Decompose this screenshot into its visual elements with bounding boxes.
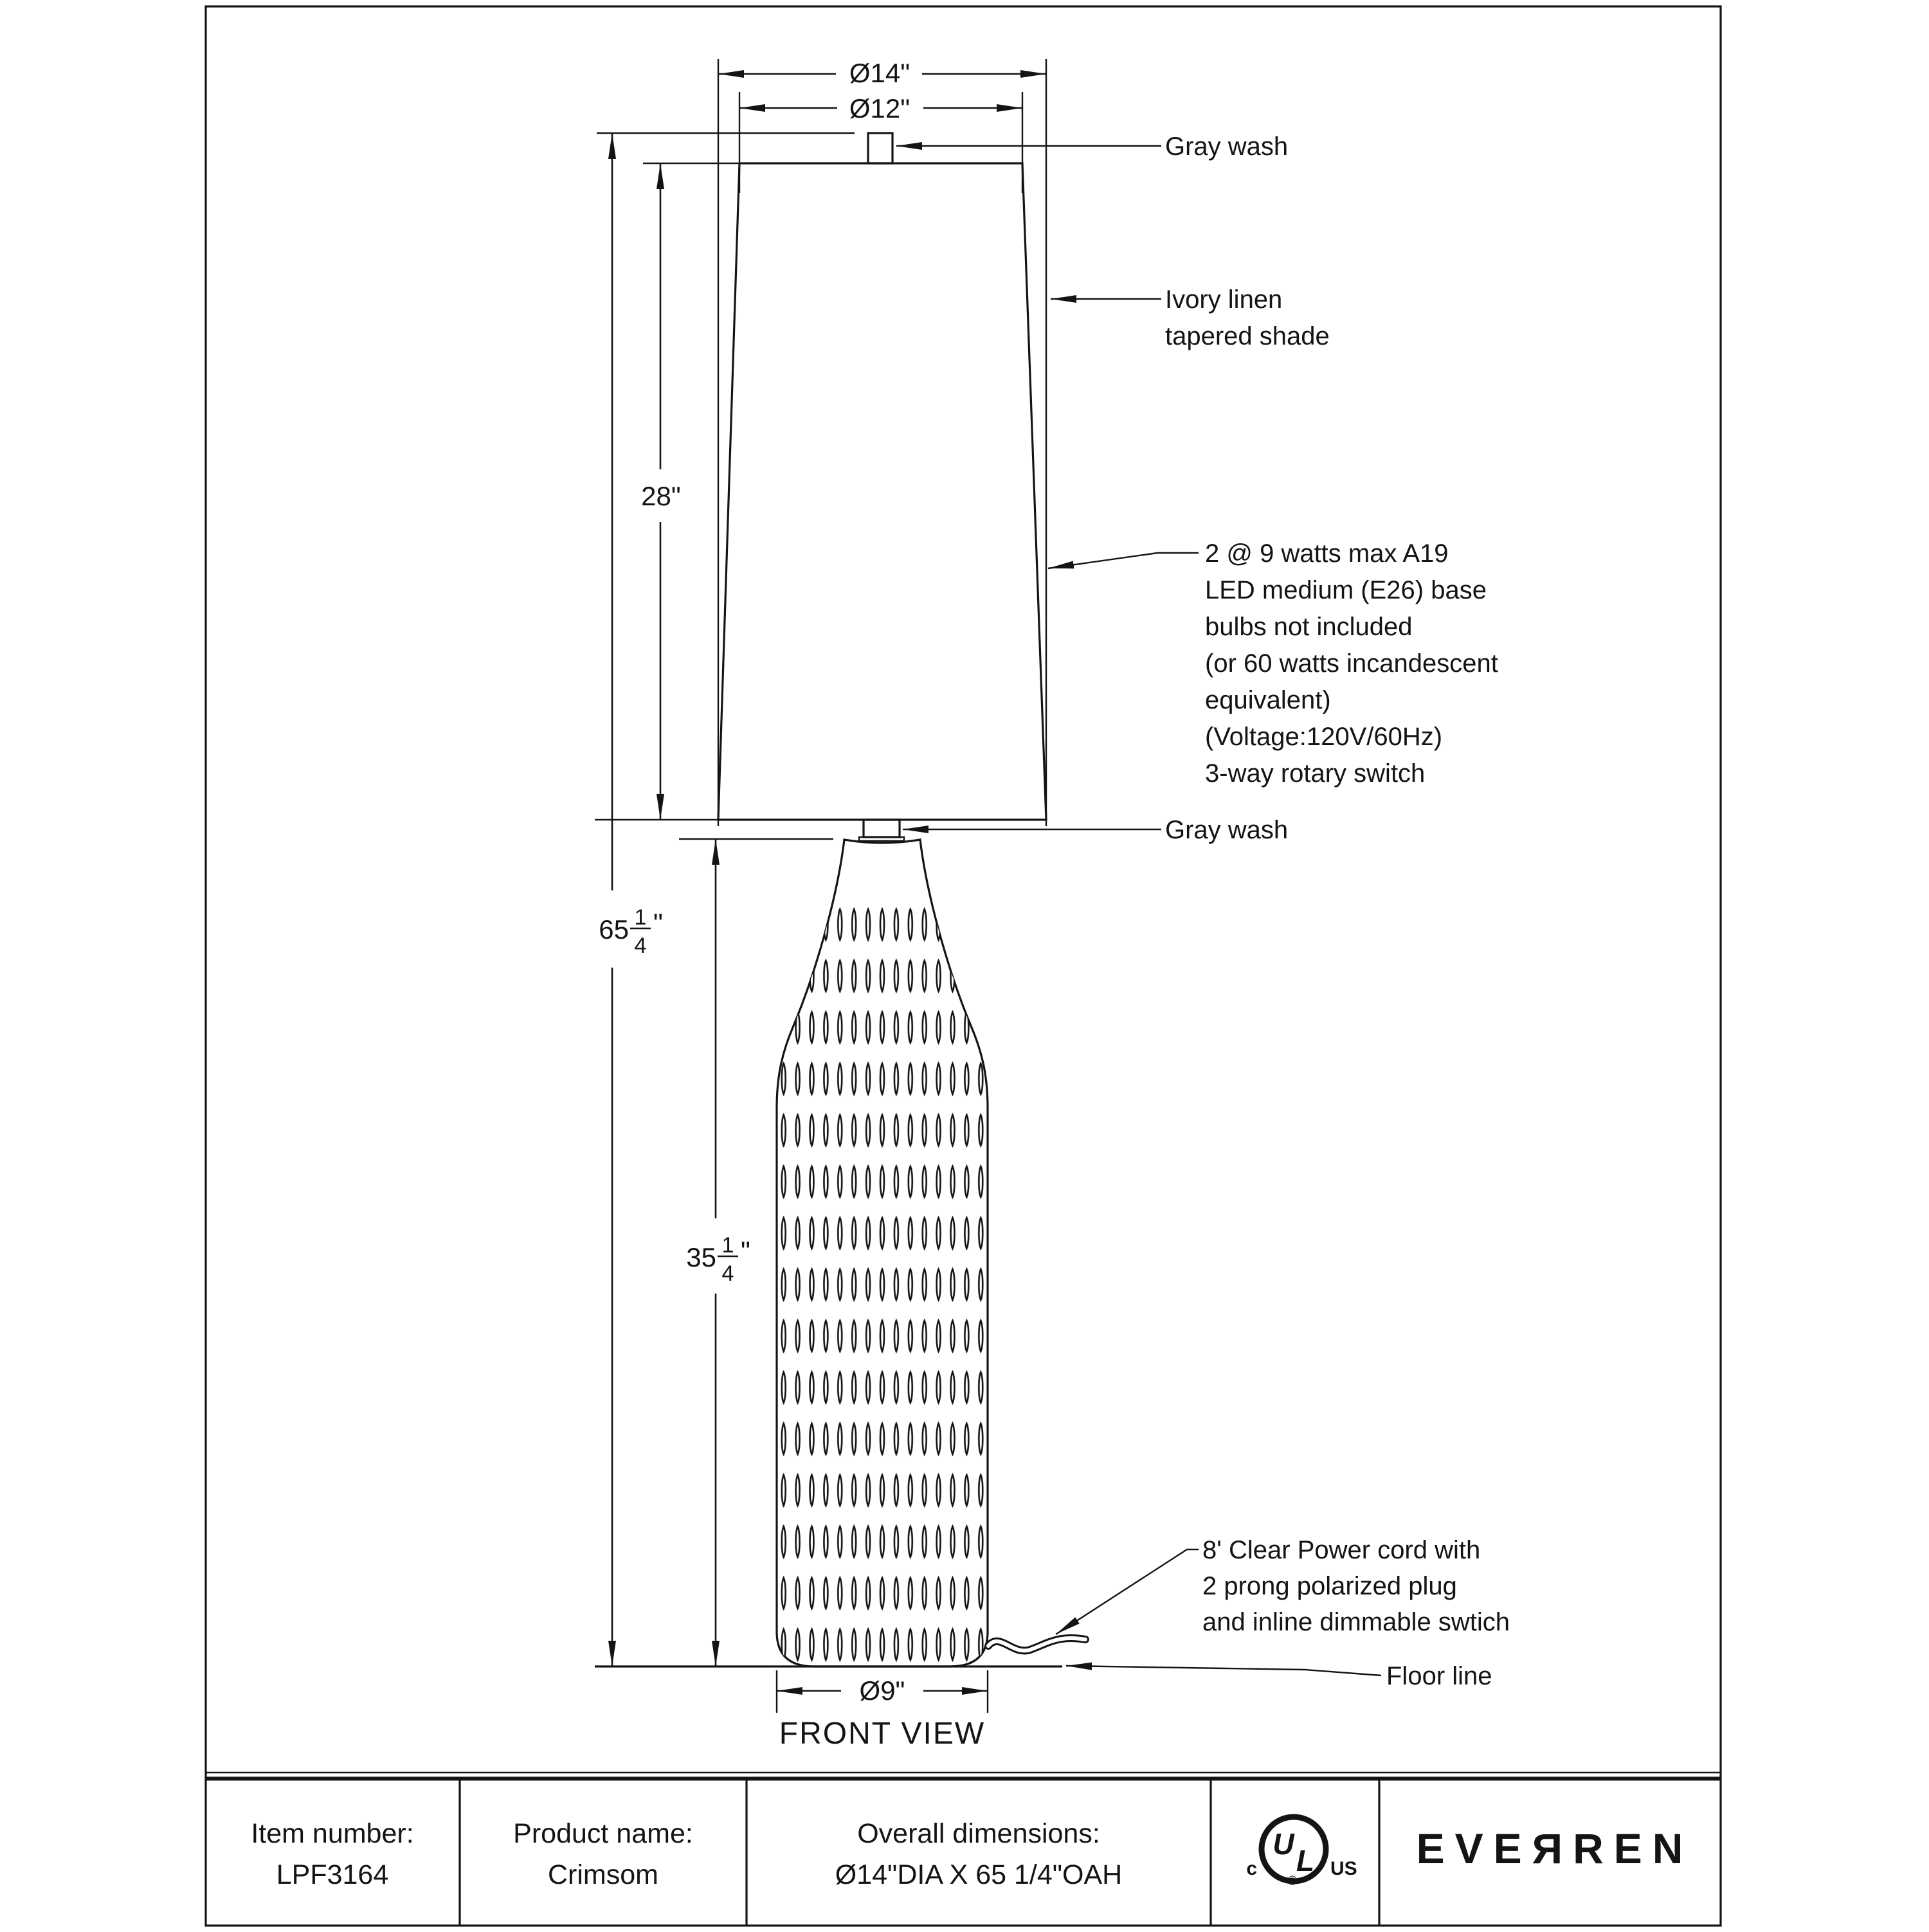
dim-shade-top-diameter: Ø12" — [849, 93, 910, 123]
label-bulb-line3: bulbs not included — [1205, 613, 1413, 641]
overall-height-denominator: 4 — [634, 934, 647, 958]
overall-height-unit: " — [653, 908, 663, 938]
item-number-label: Item number: — [251, 1818, 414, 1849]
label-cord-line2: 2 prong polarized plug — [1202, 1572, 1457, 1600]
label-neck-finish: Gray wash — [1165, 816, 1289, 844]
label-finial-finish: Gray wash — [1165, 132, 1289, 161]
dim-shade-height: 28" — [641, 481, 681, 511]
label-cord-line1: 8' Clear Power cord with — [1202, 1536, 1481, 1564]
footer-table — [206, 1773, 1721, 1926]
product-name-label: Product name: — [513, 1818, 693, 1849]
base-dimple-texture — [768, 899, 996, 1664]
label-floor-line: Floor line — [1386, 1662, 1492, 1690]
dim-base-height — [686, 1233, 750, 1286]
overall-dimensions-value: Ø14"DIA X 65 1/4"OAH — [835, 1859, 1123, 1890]
overall-height-whole: 65 — [599, 914, 629, 944]
dim-base-bottom-diameter: Ø9" — [859, 1675, 905, 1706]
dim-shade-bottom-diameter: Ø14" — [849, 58, 910, 88]
lamp-finial — [868, 133, 892, 163]
base-height-denominator: 4 — [721, 1261, 734, 1286]
ul-c-mark: c — [1246, 1858, 1257, 1879]
label-bulb-line4: (or 60 watts incandescent — [1205, 649, 1498, 678]
lamp-outline — [718, 133, 1046, 1666]
lamp-neck-collar — [859, 837, 904, 841]
lamp-shade — [718, 163, 1046, 820]
lamp-neck — [864, 820, 900, 837]
base-height-whole: 35 — [686, 1242, 716, 1272]
view-label: FRONT VIEW — [779, 1717, 986, 1751]
label-shade-line1: Ivory linen — [1165, 285, 1283, 314]
base-height-numerator: 1 — [721, 1233, 734, 1258]
dim-overall-height — [599, 905, 663, 958]
base-height-unit: " — [741, 1236, 750, 1266]
overall-dimensions-label: Overall dimensions: — [857, 1818, 1100, 1849]
label-bulb-line6: (Voltage:120V/60Hz) — [1205, 723, 1443, 751]
label-shade-line2: tapered shade — [1165, 322, 1330, 350]
ul-monogram-l: L — [1296, 1844, 1315, 1877]
ul-certification-icon — [1246, 1817, 1357, 1888]
ul-monogram-u: U — [1272, 1827, 1294, 1861]
brand-logo: EVEЯREN — [1416, 1825, 1694, 1872]
ul-us-mark: US — [1330, 1858, 1357, 1879]
label-bulb-line7: 3-way rotary switch — [1205, 759, 1426, 788]
product-name-value: Crimsom — [548, 1859, 658, 1890]
label-bulb-line2: LED medium (E26) base — [1205, 576, 1487, 604]
label-bulb-line5: equivalent) — [1205, 686, 1331, 714]
ul-registered-mark: ® — [1287, 1874, 1298, 1888]
label-bulb-line1: 2 @ 9 watts max A19 — [1205, 539, 1449, 568]
item-number-value: LPF3164 — [276, 1859, 389, 1890]
label-cord-line3: and inline dimmable swtich — [1202, 1608, 1510, 1636]
overall-height-numerator: 1 — [634, 905, 647, 930]
